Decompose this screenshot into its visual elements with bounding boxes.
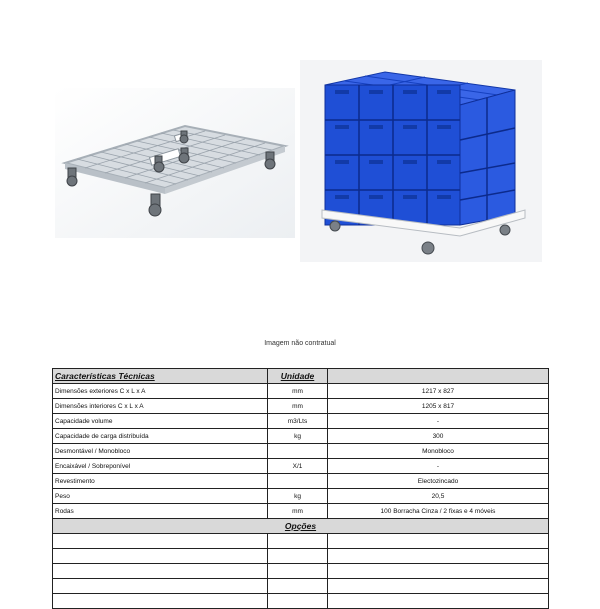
row-label: Revestimento (53, 474, 268, 489)
row-unit: kg (268, 429, 328, 444)
row-value: 300 (328, 429, 549, 444)
header-unit: Unidade (268, 369, 328, 384)
table-row (53, 459, 549, 474)
row-value: Electozincado (328, 474, 549, 489)
row-unit: m3/Lts (268, 414, 328, 429)
empty-row (53, 594, 549, 609)
empty-row (53, 579, 549, 594)
crates-photo (300, 60, 542, 262)
mesh-trolley-image (55, 88, 295, 238)
options-header-row (53, 519, 549, 534)
empty-row (53, 534, 549, 549)
row-label: Capacidade de carga distribuída (53, 429, 268, 444)
options-title: Opções (53, 519, 549, 534)
row-value: 20,5 (328, 489, 549, 504)
row-value: - (328, 459, 549, 474)
table-row (53, 444, 549, 459)
table-row (53, 474, 549, 489)
table-row (53, 489, 549, 504)
row-label: Rodas (53, 504, 268, 519)
image-disclaimer: Imagem não contratual (264, 340, 336, 347)
trolley-photo (55, 88, 295, 238)
row-unit: mm (268, 384, 328, 399)
table-row (53, 429, 549, 444)
row-unit: mm (268, 399, 328, 414)
technical-specs-table (52, 368, 549, 609)
row-unit: kg (268, 489, 328, 504)
table-row (53, 399, 549, 414)
row-label: Dimensões exteriores C x L x A (53, 384, 268, 399)
row-label: Capacidade volume (53, 414, 268, 429)
row-value: 1205 x 817 (328, 399, 549, 414)
table-row (53, 384, 549, 399)
empty-row (53, 549, 549, 564)
row-value: 1217 x 827 (328, 384, 549, 399)
row-value: - (328, 414, 549, 429)
row-value: Monobloco (328, 444, 549, 459)
row-unit: mm (268, 504, 328, 519)
row-label: Peso (53, 489, 268, 504)
header-characteristics: Características Técnicas (53, 369, 268, 384)
empty-row (53, 564, 549, 579)
table-header-row (53, 369, 549, 384)
crates-trolley-image (300, 60, 542, 262)
row-unit (268, 474, 328, 489)
row-label: Encaixável / Sobreponível (53, 459, 268, 474)
header-value (328, 369, 549, 384)
row-unit (268, 444, 328, 459)
row-value: 100 Borracha Cinza / 2 fixas e 4 móveis (328, 504, 549, 519)
row-label: Desmontável / Monobloco (53, 444, 268, 459)
row-unit: X/1 (268, 459, 328, 474)
table-row (53, 414, 549, 429)
table-row (53, 504, 549, 519)
row-label: Dimensões interiores C x L x A (53, 399, 268, 414)
